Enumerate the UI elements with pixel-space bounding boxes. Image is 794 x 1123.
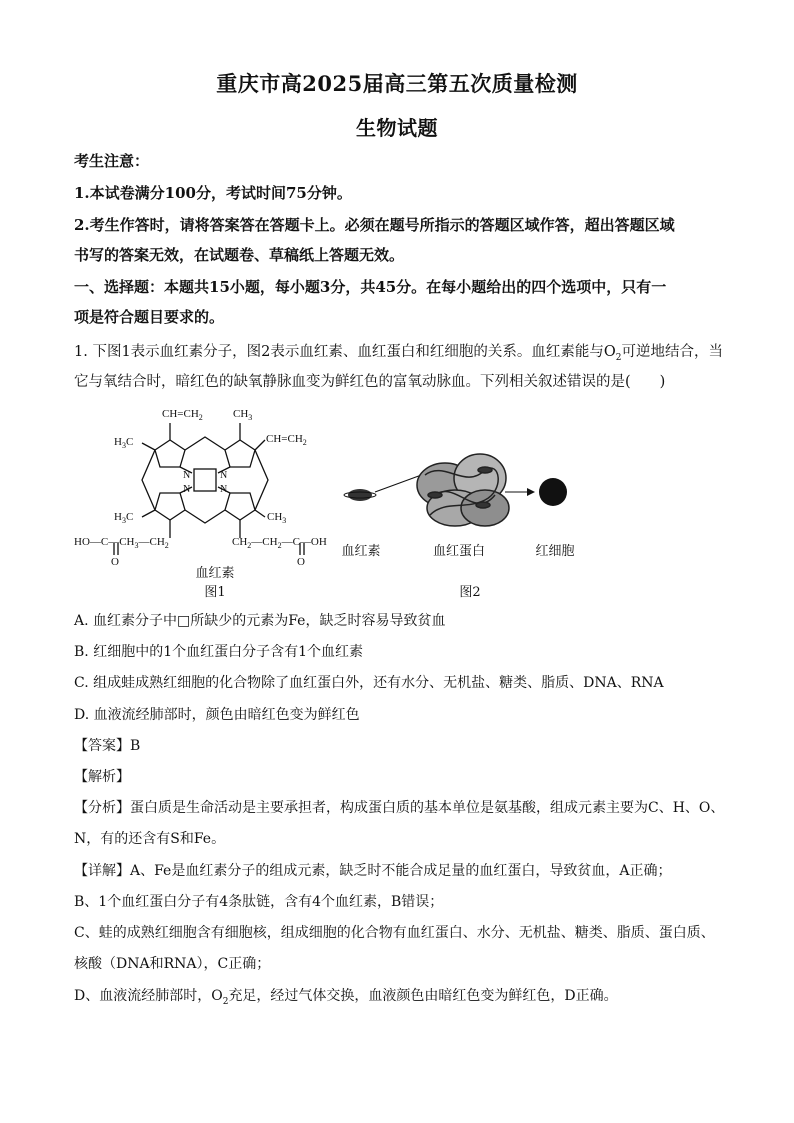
heme-molecule-label: 血红素 [195, 566, 235, 581]
pyrrole-ring-top-left [155, 440, 185, 467]
notes-item-1: 1.本试卷满分100分，考试时间75分钟。 [74, 184, 352, 202]
detail-line-2: B、1个血红蛋白分子有4条肽链，含有4个血红素，B错误； [74, 894, 444, 910]
heme-label: 血红素 [341, 544, 381, 559]
detail-line-5 [74, 985, 724, 1007]
detail-line-5-a: D、血液流经肺部时，O [74, 988, 223, 1004]
svg-text:N: N [220, 470, 228, 481]
heme-icon [344, 489, 376, 501]
red-blood-cell-icon [539, 478, 567, 506]
analysis-line-2: N，有的还含有S和Fe。 [74, 831, 226, 847]
detail-line-1: 【详解】A、Fe是血红素分子的组成元素，缺乏时不能合成足量的血红蛋白，导致贫血，A正确； [74, 863, 672, 879]
section-1-line-1: 一、选择题：本题共15小题，每小题3分，共45分。在每小题给出的四个选项中，只有一 [74, 278, 667, 296]
svg-text:O: O [111, 556, 119, 568]
detail-line-4: 核酸（DNA和RNA），C正确； [74, 956, 271, 972]
svg-text:CH=CH2: $CH=CH_2$ [266, 433, 307, 447]
svg-text:CH=CH2: $CH=CH_2$ [162, 408, 203, 422]
svg-text:H3C: $H_3C$ [114, 436, 134, 450]
figure-1-heme-structure [70, 395, 340, 570]
svg-text:N: N [183, 470, 191, 481]
stem-sub: 2 [615, 352, 622, 363]
detail-line-5-sub: 2 [222, 996, 229, 1007]
arrow-icon [505, 488, 535, 496]
analysis-heading: 【解析】 [74, 769, 130, 785]
stem-text-a: 1. 下图1表示血红素分子，图2表示血红素、血红蛋白和红细胞的关系。血红素能与O [74, 344, 616, 360]
svg-text:CH3: $CH_3$ [267, 511, 287, 525]
pyrrole-ring-top-right [225, 440, 255, 467]
detail-line-3: C、蛙的成熟红细胞含有细胞核，组成细胞的化合物有血红蛋白、水分、无机盐、糖类、脂质、蛋白质、 [74, 925, 715, 941]
answer: 【答案】B [74, 738, 141, 754]
notes-item-2-line-2: 书写的答案无效，在试题卷、草稿纸上答题无效。 [74, 246, 405, 264]
question-1-stem-line-1 [74, 340, 724, 363]
exam-subtitle: 生物试题 [356, 116, 438, 140]
svg-text:CH2—CH2—C—OH: $CH_2—CH_2—C—OH$ [232, 536, 327, 550]
figure-2-relationship-diagram [335, 430, 595, 540]
figure-2-caption: 图2 [459, 585, 481, 600]
detail-line-5-b: 充足，经过气体交换，血液颜色由暗红色变为鲜红色，D正确。 [228, 988, 618, 1004]
svg-text:N: N [183, 484, 191, 495]
notes-heading: 考生注意： [74, 152, 150, 170]
svg-text:O: O [297, 556, 305, 568]
option-c: C. 组成蛙成熟红细胞的化合物除了血红蛋白外，还有水分、无机盐、糖类、脂质、DNA、RNA [74, 675, 664, 691]
figure-1-caption: 图1 [204, 585, 226, 600]
missing-element-box [194, 469, 216, 491]
pyrrole-ring-bottom-right [225, 493, 255, 520]
notes-item-2-line-1: 2.考生作答时，请将答案答在答题卡上。必须在题号所指示的答题区域作答，超出答题区域 [74, 216, 675, 234]
svg-text:HO—C—CH3—CH2: $HO—C—CH_3—CH_2$ [74, 536, 169, 550]
hemoglobin-label: 血红蛋白 [432, 544, 485, 559]
section-1-line-2: 项是符合题目要求的。 [74, 308, 225, 326]
stem-text-b: 可逆地结合，当 [621, 344, 724, 360]
svg-text:CH3: $CH_3$ [233, 408, 253, 422]
red-blood-cell-label: 红细胞 [535, 544, 575, 559]
analysis-line-1: 【分析】蛋白质是生命活动是主要承担者，构成蛋白质的基本单位是氨基酸，组成元素主要为C、H、O、 [74, 800, 725, 816]
option-d: D. 血液流经肺部时，颜色由暗红色变为鲜红色 [74, 707, 360, 723]
option-a: A. 血红素分子中□所缺少的元素为Fe，缺乏时容易导致贫血 [74, 613, 446, 629]
hemoglobin-icon [417, 454, 509, 526]
option-b: B. 红细胞中的1个血红蛋白分子含有1个血红素 [74, 644, 364, 660]
exam-title: 重庆市高2025届高三第五次质量检测 [216, 71, 578, 96]
pyrrole-ring-bottom-left [155, 493, 185, 520]
question-1-stem-line-2: 它与氧结合时，暗红色的缺氧静脉血变为鲜红色的富氧动脉血。下列相关叙述错误的是( ) [74, 374, 666, 390]
svg-text:N: N [220, 484, 228, 495]
svg-text:H3C: $H_3C$ [114, 511, 134, 525]
